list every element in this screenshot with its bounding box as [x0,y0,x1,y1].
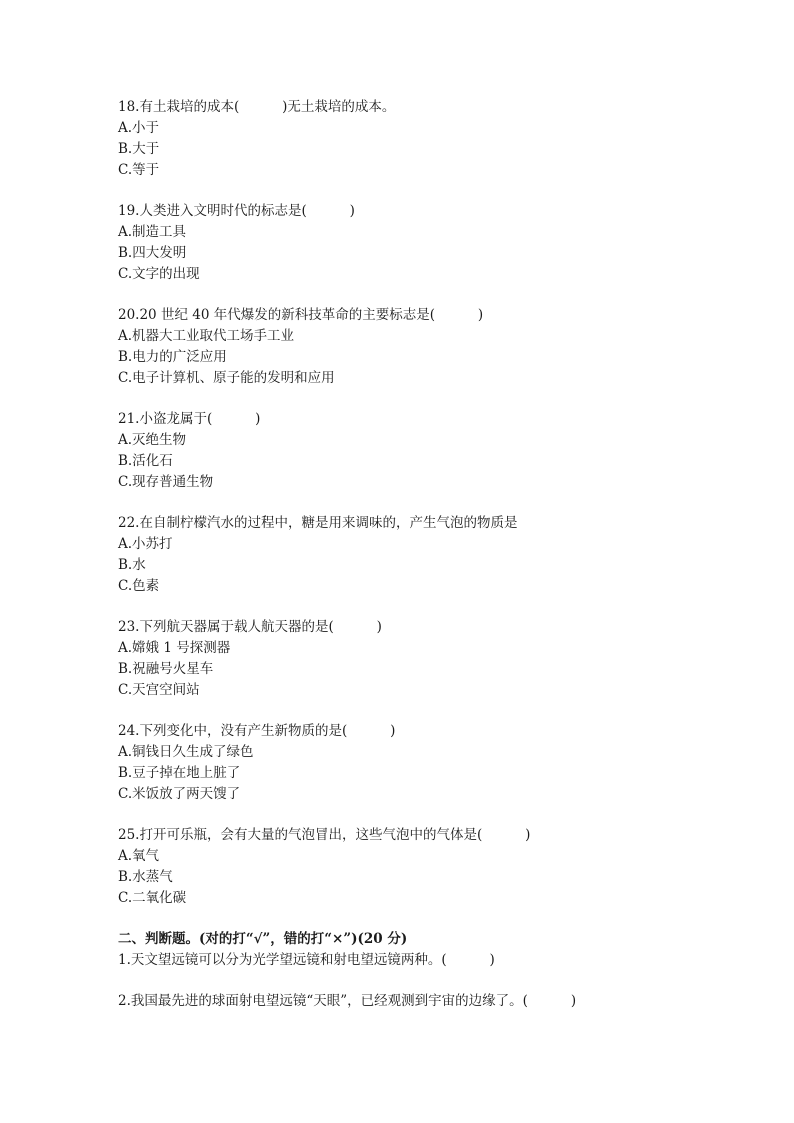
question-stem: 24.下列变化中，没有产生新物质的是( ) [118,723,396,739]
option-c: C.米饭放了两天馊了 [118,786,241,802]
question-stem: 18.有土栽培的成本( )无土栽培的成本。 [118,99,396,115]
option-a: A.嫦娥 1 号探测器 [118,640,231,656]
question-stem: 20.20 世纪 40 年代爆发的新科技革命的主要标志是( ) [118,307,484,323]
question-18 [118,97,694,181]
option-b: B.电力的广泛应用 [118,349,227,365]
judgment-item-2 [118,991,694,1012]
option-c: C.等于 [118,162,160,178]
option-b: B.豆子掉在地上脏了 [118,765,241,781]
option-a: A.氧气 [118,848,160,864]
option-c: C.电子计算机、原子能的发明和应用 [118,370,335,386]
option-a: A.灭绝生物 [118,432,187,448]
option-b: B.大于 [118,141,160,157]
question-23 [118,617,694,701]
question-24 [118,721,694,805]
section-title: 二、判断题。(对的打“√”，错的打“×”)(20 分) [118,931,408,947]
question-21 [118,409,694,493]
option-a: A.机器大工业取代工场手工业 [118,328,295,344]
question-20 [118,305,694,389]
question-stem: 21.小盗龙属于( ) [118,411,261,427]
option-a: A.小于 [118,120,160,136]
option-b: B.水蒸气 [118,869,173,885]
option-c: C.色素 [118,578,160,594]
judgment-statement: 2.我国最先进的球面射电望远镜“天眼”，已经观测到宇宙的边缘了。( ) [118,993,577,1009]
option-b: B.祝融号火星车 [118,661,214,677]
option-a: A.小苏打 [118,536,173,552]
question-stem: 23.下列航天器属于载人航天器的是( ) [118,619,382,635]
option-b: B.活化石 [118,453,173,469]
option-c: C.文字的出现 [118,266,200,282]
question-19 [118,201,694,285]
judgment-statement: 1.天文望远镜可以分为光学望远镜和射电望远镜两种。( ) [118,952,495,968]
option-c: C.天宫空间站 [118,682,200,698]
question-22 [118,513,694,597]
question-stem: 19.人类进入文明时代的标志是( ) [118,203,355,219]
judgment-section [118,929,694,1012]
question-25 [118,825,694,909]
option-a: A.铜钱日久生成了绿色 [118,744,254,760]
option-a: A.制造工具 [118,224,187,240]
option-c: C.二氧化碳 [118,890,187,906]
question-stem: 22.在自制柠檬汽水的过程中，糖是用来调味的，产生气泡的物质是 [118,515,518,531]
question-stem: 25.打开可乐瓶，会有大量的气泡冒出，这些气泡中的气体是( ) [118,827,531,843]
option-b: B.水 [118,557,146,573]
option-b: B.四大发明 [118,245,187,261]
option-c: C.现存普通生物 [118,474,214,490]
judgment-item-1 [118,950,694,971]
